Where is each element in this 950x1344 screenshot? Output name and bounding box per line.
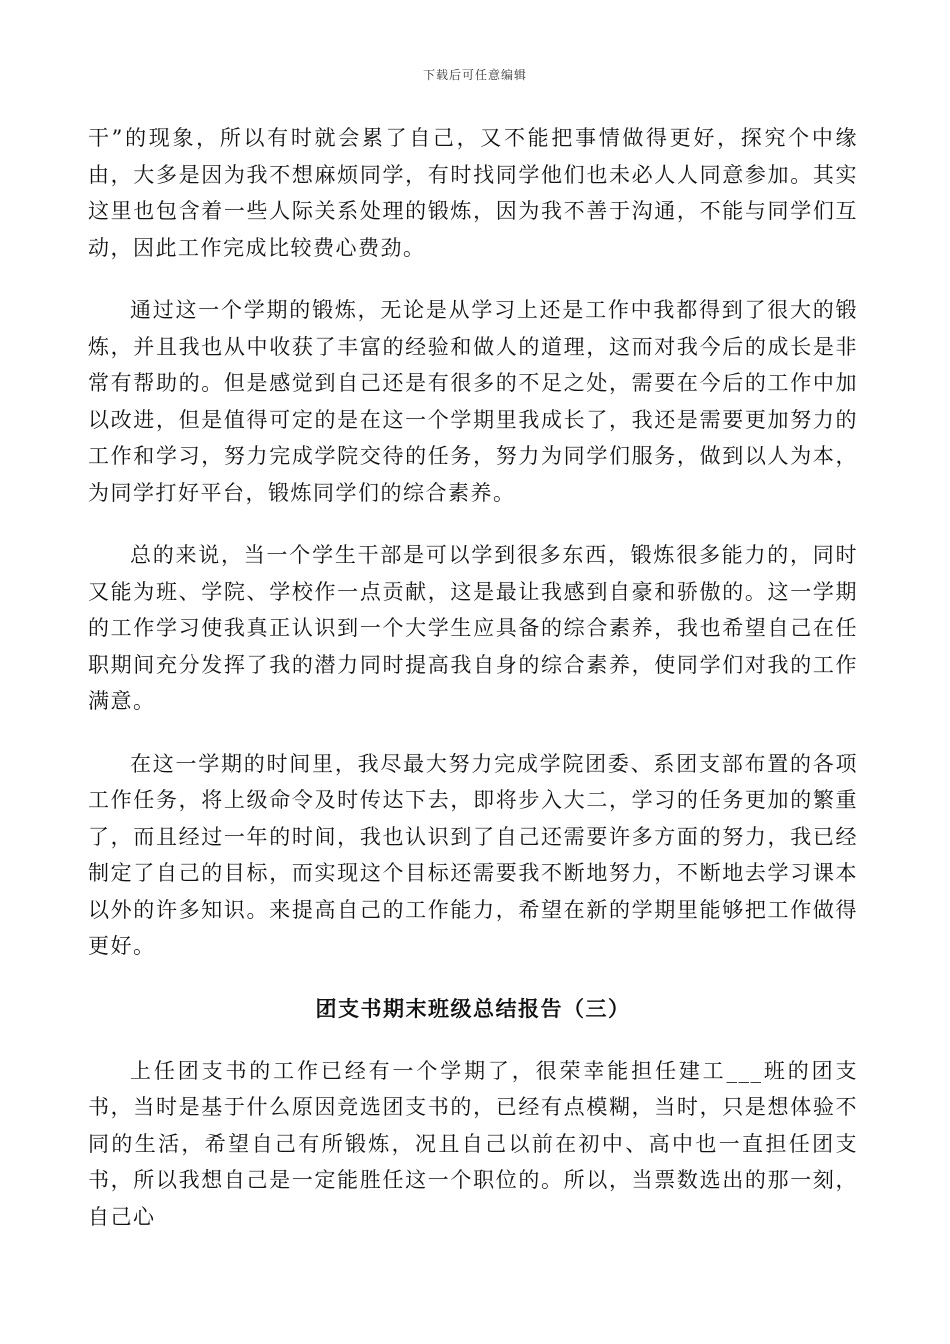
paragraph-gap	[88, 720, 858, 746]
paragraph: 在这一学期的时间里，我尽最大努力完成学院团委、系团支部布置的各项工作任务，将上级命令及时传达下去，即将步入大二，学习的任务更加的繁重了，而且经过一年的时间，我也认识到了自己还需要许多方面的努力，我已经制定了自己的目标，而实现这个目标还需要我不断地努力，不断地去学习课本以外的许多知识。来提高自己的工作能力，希望在新的学期里能够把工作做得更好。	[88, 751, 858, 958]
paragraph: 总的来说，当一个学生干部是可以学到很多东西，锻炼很多能力的，同时又能为班、学院、学校作一点贡献，这是最让我感到自豪和骄傲的。这一学期的工作学习使我真正认识到一个大学生应具备的综合素养，我也希望自己在任职期间充分发挥了我的潜力同时提高我自身的综合素养，使同学们对我的工作满意。	[88, 543, 858, 713]
header-note: 下载后可任意编辑	[422, 68, 527, 82]
paragraph: 通过这一个学期的锻炼，无论是从学习上还是工作中我都得到了很大的锻炼，并且我也从中收获了丰富的经验和做人的道理，这而对我今后的成长是非常有帮助的。但是感觉到自己还是有很多的不足之处，需要在今后的工作中加以改进，但是值得可定的是在这一个学期里我成长了，我还是需要更加努力的工作和学习，努力完成学院交待的任务，努力为同学们服务，做到以人为本，为同学打好平台，锻炼同学们的综合素养。	[88, 298, 858, 505]
body-text	[88, 120, 858, 1235]
section-title: 团支书期末班级总结报告（三）	[315, 995, 631, 1021]
paragraph-gap	[88, 511, 858, 537]
section-paragraph: 上任团支书的工作已经有一个学期了，很荣幸能担任建工___班的团支书，当时是基于什么原因竞选团支书的，已经有点模糊，当时，只是想体验不同的生活，希望自己有所锻炼，况且自己以前在初中、高中也一直担任团支书，所以我想自己是一定能胜任这一个职位的。所以，当票数选出的那一刻，自己心	[88, 1058, 858, 1229]
paragraph-continued: 干”的现象，所以有时就会累了自己，又不能把事情做得更好，探究个中缘由，大多是因为我不想麻烦同学，有时找同学他们也未必人人同意参加。其实这里也包含着一些人际关系处理的锻炼，因为我不善于沟通，不能与同学们互动，因此工作完成比较费心费劲。	[88, 126, 858, 260]
paragraph-gap	[88, 1027, 858, 1053]
paragraph-gap	[88, 965, 858, 991]
paragraph-gap	[88, 266, 858, 292]
